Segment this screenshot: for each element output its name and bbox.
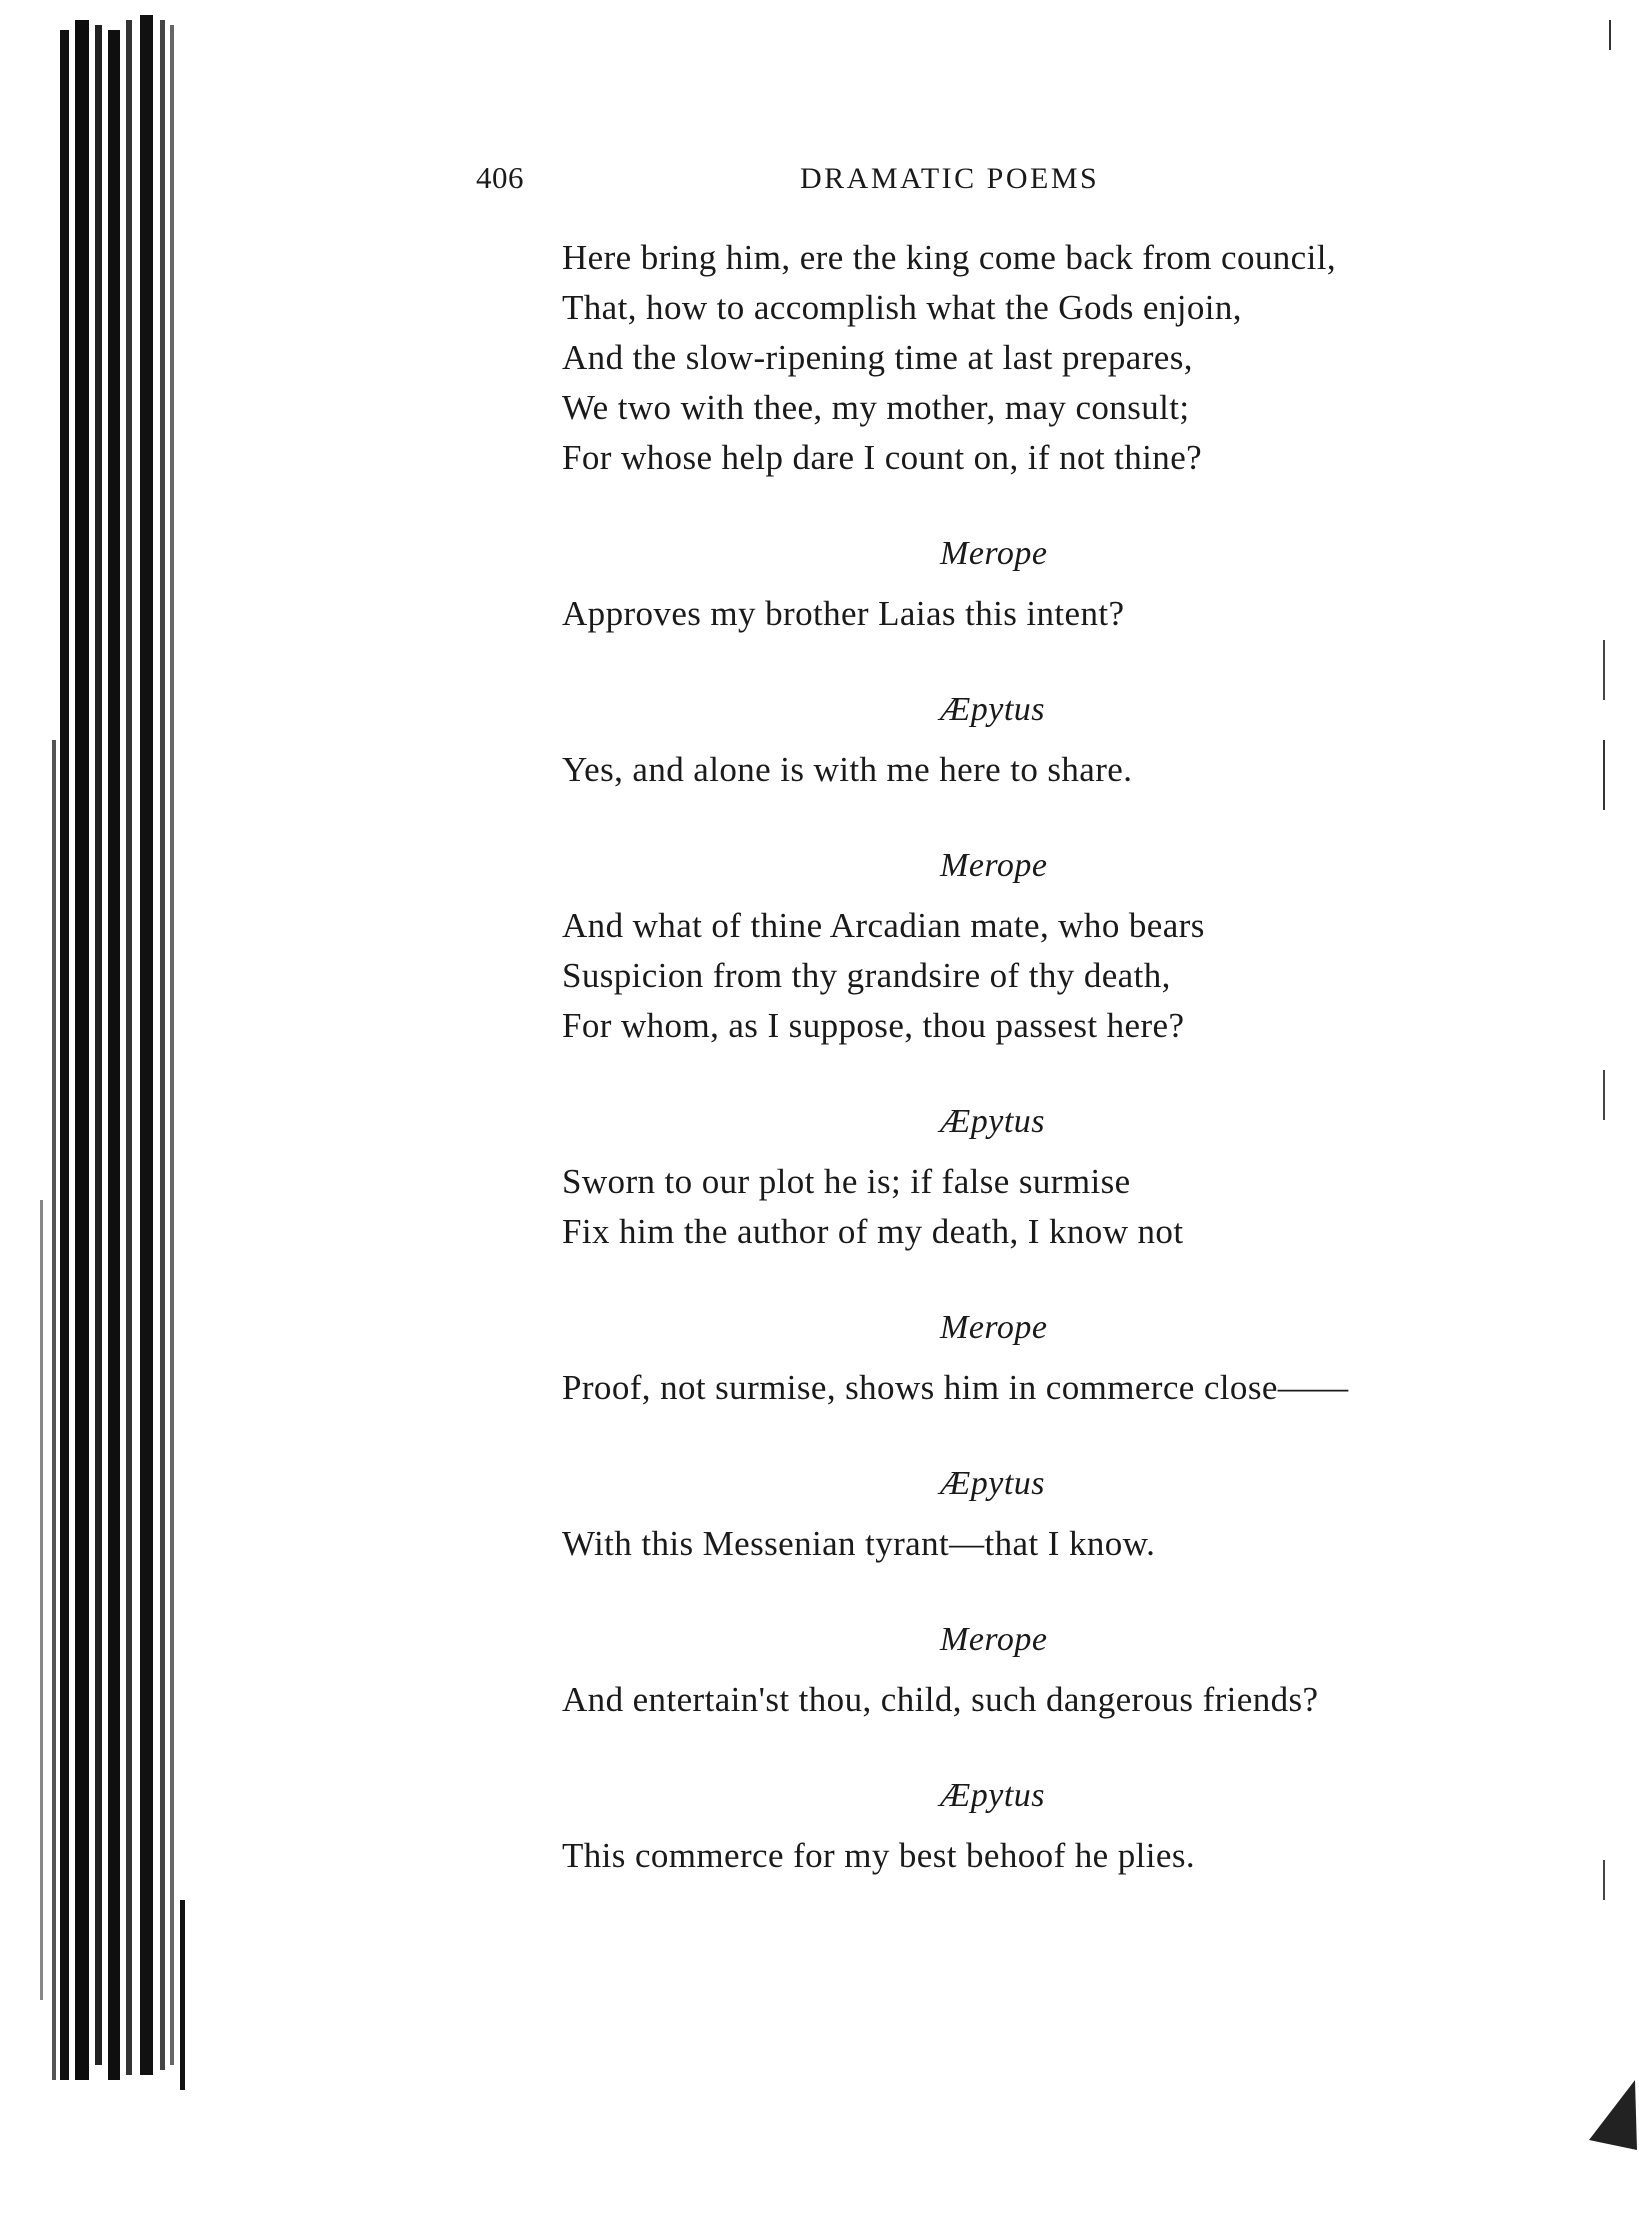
scan-right-edge-marks [1579,0,1639,2228]
exchange [562,1771,1562,1881]
verse-line: We two with thee, my mother, may consult; [562,388,1190,427]
verse-line: Approves my brother Laias this intent? [562,594,1125,633]
speaker-name: Æpytus [940,1103,1045,1140]
verse-line: And what of thine Arcadian mate, who bears [562,906,1205,945]
verse-line: Suspicion from thy grandsire of thy death, [562,956,1171,995]
verse-line: And entertain'st thou, child, such dangerous friends? [562,1680,1319,1719]
verse-line: That, how to accomplish what the Gods enjoin, [562,288,1242,327]
exchange [562,529,1562,639]
verse-line: Fix him the author of my death, I know not [562,1212,1184,1251]
page-number: 406 [476,160,524,195]
speaker-name: Merope [940,847,1048,884]
verse-line: Proof, not surmise, shows him in commerce close—— [562,1368,1349,1407]
poem-body [562,233,1562,1881]
opening-speech [562,233,1562,483]
exchange [562,1459,1562,1569]
running-head: DRAMATIC POEMS [800,162,1100,195]
exchange [562,841,1562,1051]
speaker-name: Merope [940,535,1048,572]
verse-line: With this Messenian tyrant—that I know. [562,1524,1156,1563]
verse-line: Yes, and alone is with me here to share. [562,750,1133,789]
speaker-name: Æpytus [940,1777,1045,1814]
verse-line: Sworn to our plot he is; if false surmise [562,1162,1131,1201]
verse-line: Here bring him, ere the king come back from council, [562,238,1337,277]
verse-line: For whose help dare I count on, if not thine? [562,438,1203,477]
speaker-name: Merope [940,1621,1048,1658]
exchange [562,1615,1562,1725]
right-edge-marks-graphic [1579,0,1639,2228]
speaker-name: Æpytus [940,691,1045,728]
exchange [562,1303,1562,1413]
exchange [562,1097,1562,1257]
gutter-stripes-graphic [0,0,200,2228]
speaker-name: Æpytus [940,1465,1045,1502]
verse-line: For whom, as I suppose, thou passest here? [562,1006,1185,1045]
speaker-name: Merope [940,1309,1048,1346]
exchange [562,685,1562,795]
verse-line: And the slow-ripening time at last prepares, [562,338,1193,377]
verse-line: This commerce for my best behoof he plies. [562,1836,1196,1875]
scan-gutter-shadow [0,0,200,2228]
